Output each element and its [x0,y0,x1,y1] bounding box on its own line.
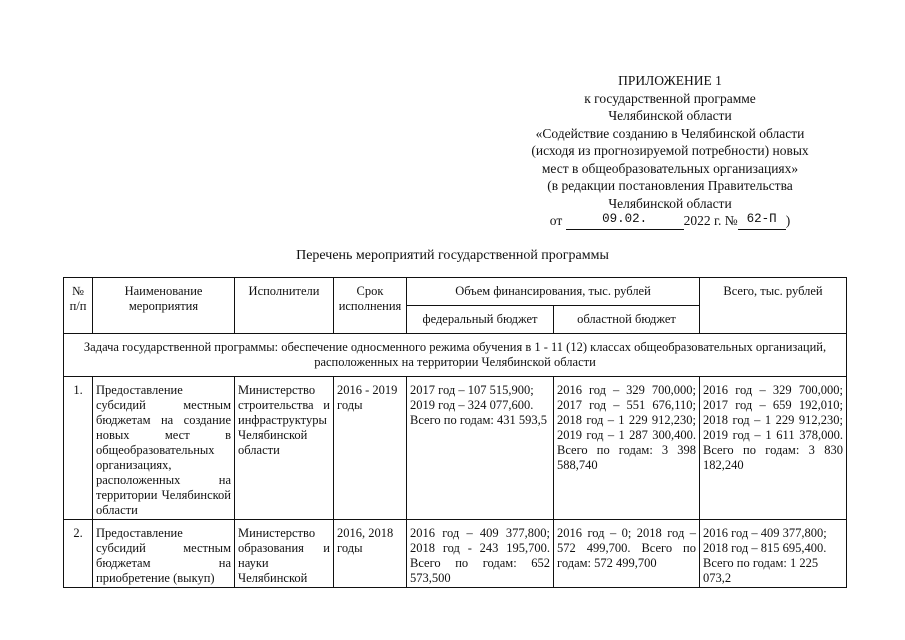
row-name: Предоставление субсидий местным бюджетам на создание новых мест в общеобразовательных организациях, расположенных на территории Челябинской области [93,377,235,520]
table-row [64,520,847,588]
measures-table [63,277,847,588]
appendix-line: Челябинской области [608,195,732,211]
decree-reference [500,212,840,230]
from-label: от [549,213,563,228]
task-row [64,334,847,377]
row-total: 2016 год – 409 377,800; 2018 год – 815 695,400. Всего по годам: 1 225 073,2 [700,520,847,588]
row-executors: Министерство образования и науки Челябинской [235,520,334,588]
col-header-funding: Объем финансирования, тыс. рублей [407,278,700,306]
table-row [64,377,847,520]
appendix-line: Челябинской области [608,108,732,123]
decree-year: 2022 г. [683,213,722,228]
col-header-regional: областной бюджет [554,306,700,334]
page-title: Перечень мероприятий государственной программы [296,248,609,263]
appendix-line: к государственной программе [584,90,756,106]
appendix-title: ПРИЛОЖЕНИЕ 1 [618,73,722,88]
row-total: 2016 год – 329 700,000; 2017 год – 659 192,010; 2018 год – 1 229 912,230; 2019 год – 1 611 378,000. Всего по годам: 3 830 182,240 [700,377,847,520]
row-federal: 2017 год – 107 515,900; 2019 год – 324 077,600. Всего по годам: 431 593,5 [407,377,554,520]
col-header-federal: федеральный бюджет [407,306,554,334]
appendix-line: (исходя из прогнозируемой потребности) новых [531,143,809,158]
row-name: Предоставление субсидий местным бюджетам на приобретение (выкуп) [93,520,235,588]
row-term: 2016, 2018 годы [334,520,407,588]
row-regional: 2016 год – 0; 2018 год – 572 499,700. Всего по годам: 572 499,700 [554,520,700,588]
decree-number: 62-П [738,212,786,230]
appendix-header [500,72,840,230]
appendix-line: (в редакции постановления Правительства [547,178,793,193]
col-header-total: Всего, тыс. рублей [700,278,847,334]
appendix-line: мест в общеобразовательных организациях» [541,160,799,176]
decree-date: 09.02. [566,212,684,230]
task-text: Задача государственной программы: обеспечение односменного режима обучения в 1 - 11 (12) классах общеобразовательных организаций, расположенных на территории Челябинской области [64,334,847,377]
appendix-line: «Содействие созданию в Челябинской области [535,125,805,141]
row-regional: 2016 год – 329 700,000; 2017 год – 551 676,110; 2018 год – 1 229 912,230; 2019 год – 1 287 300,400. Всего по годам: 3 398 588,740 [554,377,700,520]
col-header-name: Наименование мероприятия [93,278,235,334]
col-header-executors: Исполнители [235,278,334,334]
row-num: 1. [64,377,93,520]
header-row [64,278,847,306]
closing-paren: ) [785,213,791,228]
row-executors: Министерство строительства и инфраструктуры Челябинской области [235,377,334,520]
col-header-num: № п/п [64,278,93,334]
number-label: № [724,213,738,228]
col-header-term: Срок исполнения [334,278,407,334]
row-federal: 2016 год – 409 377,800; 2018 год - 243 195,700. Всего по годам: 652 573,500 [407,520,554,588]
row-term: 2016 - 2019 годы [334,377,407,520]
row-num: 2. [64,520,93,588]
